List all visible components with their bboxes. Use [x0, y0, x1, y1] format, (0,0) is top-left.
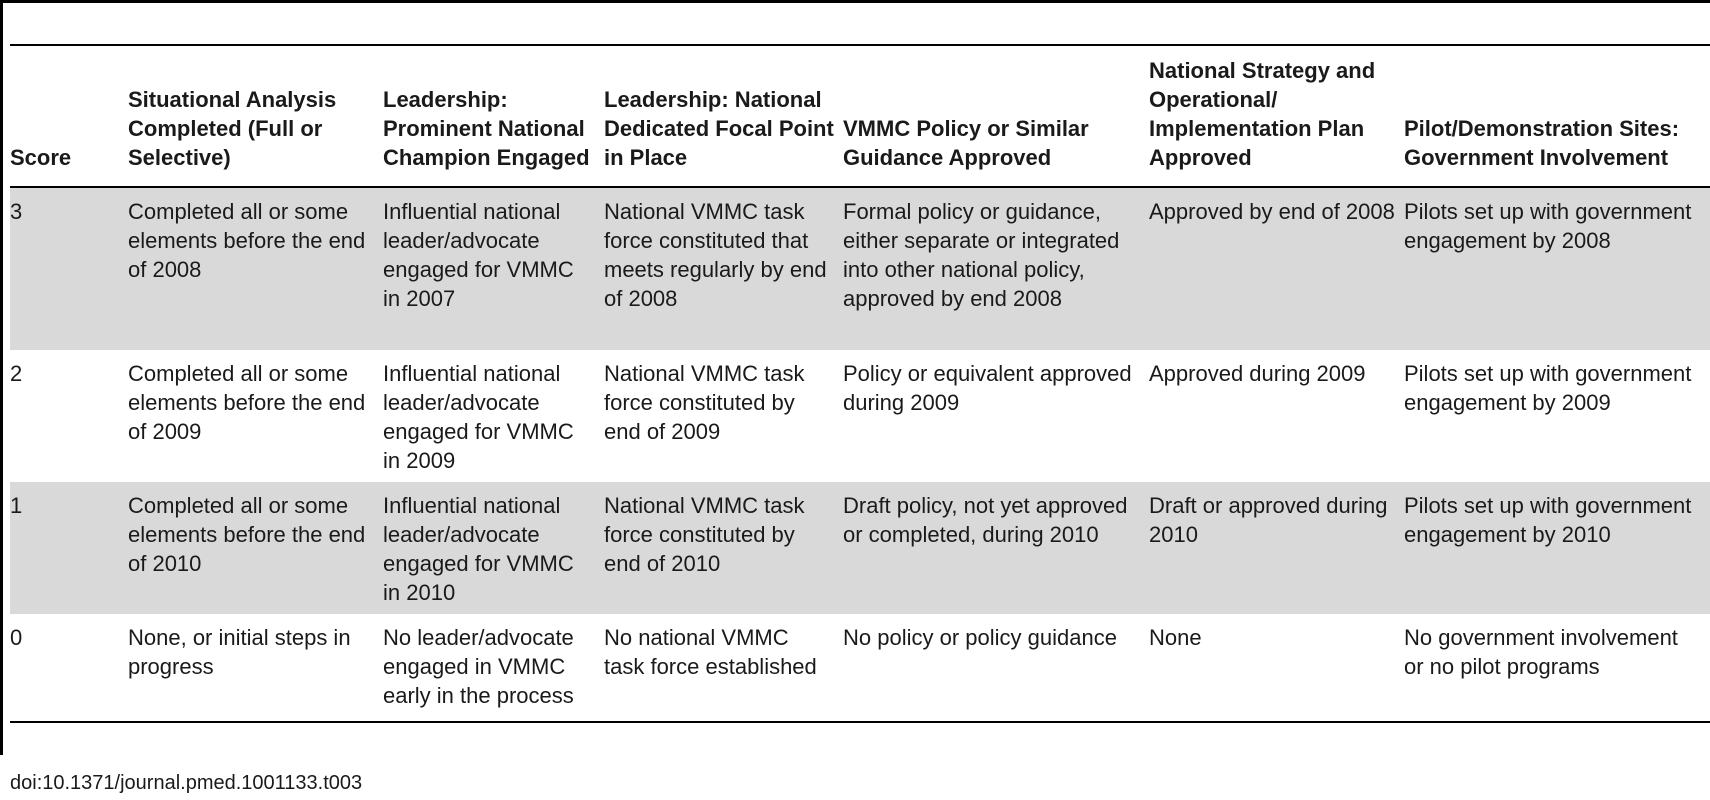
score-table [10, 44, 1710, 723]
cell-focal-point: No national VMMC task force established [604, 625, 817, 679]
cell-national-champion: Influential national leader/advocate engaged for VMMC in 2009 [383, 361, 574, 473]
cell-score: 3 [10, 199, 23, 224]
cell-score: 0 [10, 625, 23, 650]
left-rule [0, 0, 3, 755]
cell-pilot-sites: No government involvement or no pilot programs [1404, 625, 1678, 679]
cell-situational-analysis: None, or initial steps in progress [128, 625, 351, 679]
table-row [10, 350, 1710, 482]
cell-national-champion: Influential national leader/advocate engaged for VMMC in 2007 [383, 199, 574, 311]
cell-national-champion: Influential national leader/advocate engaged for VMMC in 2010 [383, 493, 574, 605]
table-row [10, 187, 1710, 350]
doi-link[interactable]: doi:10.1371/journal.pmed.1001133.t003 [10, 772, 363, 794]
cell-situational-analysis: Completed all or some elements before the end of 2009 [128, 361, 366, 444]
cell-policy: No policy or policy guidance [843, 625, 1117, 650]
cell-focal-point: National VMMC task force constituted that meets regularly by end of 2008 [604, 199, 827, 311]
header-national-champion: Leadership: Prominent National Champion Engaged [383, 87, 590, 170]
cell-policy: Draft policy, not yet approved or completed, during 2010 [843, 493, 1128, 547]
cell-situational-analysis: Completed all or some elements before the end of 2010 [128, 493, 366, 576]
table-row [10, 614, 1710, 722]
header-strategy: National Strategy and Operational/ Implementation Plan Approved [1149, 58, 1376, 170]
score-table-container [10, 44, 1710, 723]
header-score: Score [10, 145, 72, 170]
cell-score: 1 [10, 493, 23, 518]
header-focal-point: Leadership: National Dedicated Focal Point in Place [604, 87, 834, 170]
cell-strategy: Draft or approved during 2010 [1149, 493, 1388, 547]
header-policy: VMMC Policy or Similar Guidance Approved [843, 116, 1089, 170]
cell-score: 2 [10, 361, 23, 386]
cell-pilot-sites: Pilots set up with government engagement by 2010 [1404, 493, 1692, 547]
cell-pilot-sites: Pilots set up with government engagement by 2009 [1404, 361, 1692, 415]
cell-strategy: None [1149, 625, 1202, 650]
table-row [10, 482, 1710, 614]
cell-strategy: Approved during 2009 [1149, 361, 1366, 386]
cell-situational-analysis: Completed all or some elements before the end of 2008 [128, 199, 366, 282]
cell-strategy: Approved by end of 2008 [1149, 199, 1395, 224]
cell-policy: Formal policy or guidance, either separate or integrated into other national policy, approved by end 2008 [843, 199, 1120, 311]
cell-focal-point: National VMMC task force constituted by end of 2010 [604, 493, 805, 576]
cell-pilot-sites: Pilots set up with government engagement by 2008 [1404, 199, 1692, 253]
cell-focal-point: National VMMC task force constituted by end of 2009 [604, 361, 805, 444]
cell-national-champion: No leader/advocate engaged in VMMC early in the process [383, 625, 574, 708]
table-header-row [10, 45, 1710, 187]
header-pilot-sites: Pilot/Demonstration Sites: Government Involvement [1404, 116, 1680, 170]
header-situational-analysis: Situational Analysis Completed (Full or Selective) [128, 87, 337, 170]
top-rule [0, 0, 1710, 3]
cell-policy: Policy or equivalent approved during 2009 [843, 361, 1132, 415]
